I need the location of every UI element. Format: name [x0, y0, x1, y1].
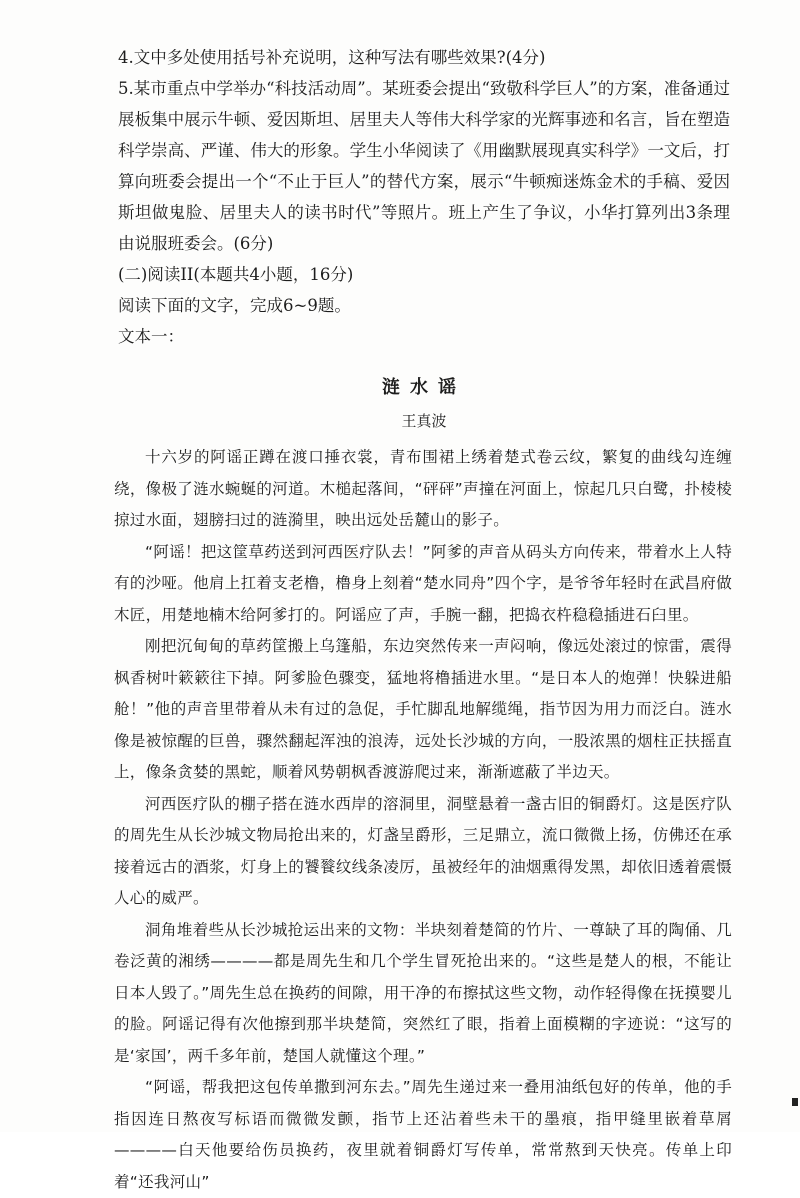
question-5: 5.某市重点中学举办“科技活动周”。某班委会提出“致敬科学巨人”的方案，准备通过展板集中展示牛顿、爱因斯坦、居里夫人等伟大科学家的光辉事迹和名言，旨在塑造科学崇高、严谨、伟大的形象。学生小华阅读了《用幽默展现真实科学》一文后，打算向班委会提出一个“不止于巨人”的替代方案，展示“牛顿痴迷炼金术的手稿、爱因斯坦做鬼脸、居里夫人的读书时代”等照片。班上产生了争议，小华打算列出3条理由说服班委会。(6分) — [118, 79, 730, 253]
article-paragraph: 河西医疗队的棚子搭在涟水西岸的溶洞里，洞壁悬着一盏古旧的铜爵灯。这是医疗队的周先生从长沙城文物局抢出来的，灯盏呈爵形，三足鼎立，流口微微上扬，仿佛还在承接着远古的酒浆，灯身上的饕餮纹线条凌厉，虽被经年的油烟熏得发黑，却依旧透着震慑人心的威严。 — [114, 794, 732, 907]
text-label: 文本一： — [118, 327, 184, 346]
article-paragraph: 刚把沉甸甸的草药筐搬上乌篷船，东边突然传来一声闷响，像远处滚过的惊雷，震得枫香树叶簌簌往下掉。阿爹脸色骤变，猛地将橹插进水里。“是日本人的炮弹！快躲进船舱！”他的声音里带着从未有过的急促，手忙脚乱地解缆绳，指节因为用力而泛白。涟水像是被惊醒的巨兽，骤然翻起浑浊的浪涛，远处长沙城的方向，一股浓黑的烟柱正扶摇直上，像条贪婪的黑蛇，顺着风势朝枫香渡游爬过来，渐渐遮蔽了半边天。 — [114, 637, 732, 781]
question-4: 4.文中多处使用括号补充说明，这种写法有哪些效果?(4分) — [118, 48, 546, 67]
section-heading: (二)阅读II(本题共4小题，16分) — [118, 265, 354, 284]
scan-edge-mark — [792, 1098, 798, 1106]
article-body — [116, 442, 732, 1198]
section-instruction: 阅读下面的文字，完成6~9题。 — [118, 296, 351, 315]
article-paragraph: “阿谣，帮我把这包传单撒到河东去。”周先生递过来一叠用油纸包好的传单，他的手指因连日熬夜写标语而微微发颤，指节上还沾着些未干的墨痕，指甲缝里嵌着草屑————白天他要给伤员换药，夜里就着铜爵灯写传单，常常熬到天快亮。传单上印着“还我河山” — [114, 1078, 732, 1191]
article-title: 涟水谣 — [382, 377, 466, 398]
article-paragraph: “阿谣！把这筐草药送到河西医疗队去！”阿爹的声音从码头方向传来，带着水上人特有的沙哑。他肩上扛着支老橹，橹身上刻着“楚水同舟”四个字，是爷爷年轻时在武昌府做木匠，用楚地楠木给阿爹打的。阿谣应了声，手腕一翻，把捣衣杵稳稳插进石臼里。 — [114, 542, 732, 624]
article-paragraph: 十六岁的阿谣正蹲在渡口捶衣裳，青布围裙上绣着楚式卷云纹，繁复的曲线勾连缠绕，像极了涟水蜿蜒的河道。木槌起落间，“砰砰”声撞在河面上，惊起几只白鹭，扑棱棱掠过水面，翅膀扫过的涟漪里，映出远处岳麓山的影子。 — [114, 448, 732, 529]
article-author: 王真波 — [401, 412, 447, 430]
article-paragraph: 洞角堆着些从长沙城抢运出来的文物：半块刻着楚简的竹片、一尊缺了耳的陶俑、几卷泛黄的湘绣————都是周先生和几个学生冒死抢出来的。“这些是楚人的根，不能让日本人毁了。”周先生总在换药的间隙，用干净的布擦拭这些文物，动作轻得像在抚摸婴儿的脸。阿谣记得有次他擦到那半块楚简，突然红了眼，指着上面模糊的字迹说：“这写的是‘家国’，两千多年前，楚国人就懂这个理。” — [114, 920, 732, 1065]
